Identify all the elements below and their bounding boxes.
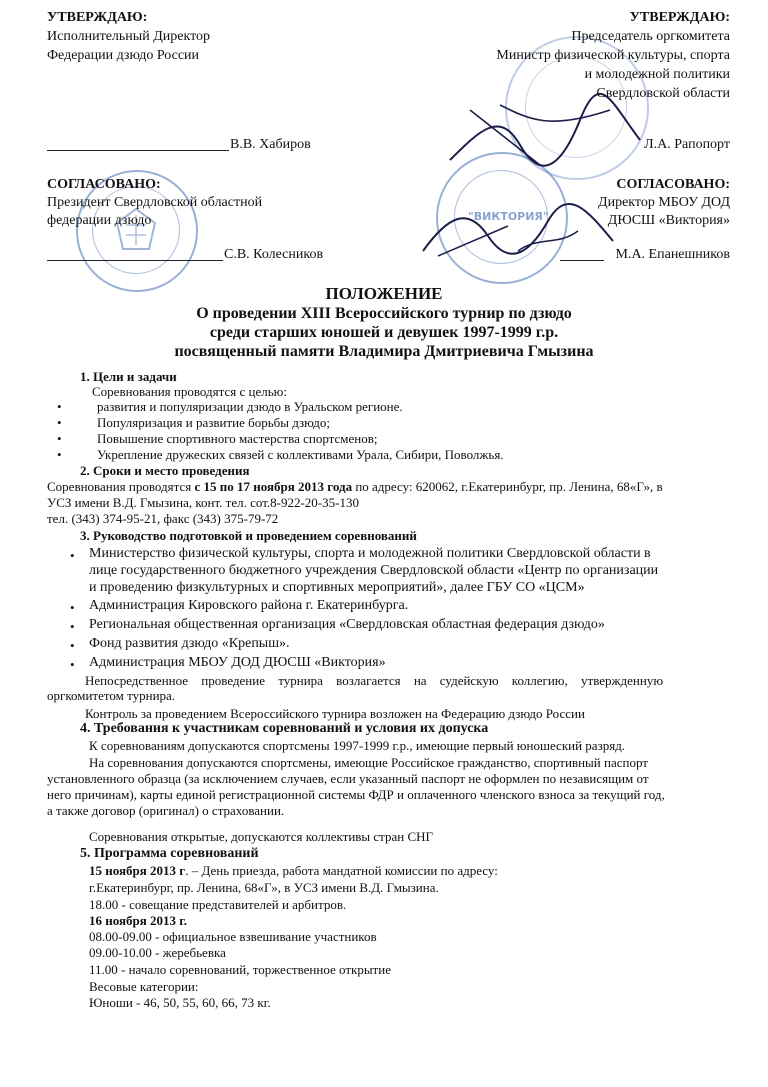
section3-item1-line1: Министерство физической культуры, спорта и молодежной политики Свердловской области в	[89, 546, 651, 561]
bullet-icon: •	[70, 657, 75, 672]
approval-right-heading: УТВЕРЖДАЮ:	[629, 10, 730, 25]
document-subtitle-line2: среди старших юношей и девушек 1997-1999 г.р.	[209, 324, 559, 341]
section5-day2-time3: 11.00 - начало соревнований, торжественное открытие	[89, 962, 391, 977]
signature-line-agreement-right	[560, 260, 604, 261]
document-subtitle-line3: посвященный памяти Владимира Дмитриевича Гмызина	[174, 343, 594, 360]
bullet-icon: •	[70, 548, 75, 563]
bullet-icon: •	[57, 399, 62, 414]
section1-item-4: Укрепление дружеских связей с коллективами Урала, Сибири, Поволжья.	[97, 447, 504, 462]
agreement-right-line1: Директор МБОУ ДОД	[598, 195, 730, 210]
approval-right-line1: Председатель оргкомитета	[571, 29, 730, 44]
section2-line1	[47, 479, 663, 494]
section5-day2-date: 16 ноября 2013 г.	[89, 913, 187, 928]
bullet-icon: •	[57, 447, 62, 462]
section2-text-prefix: Соревнования проводятся	[47, 479, 192, 494]
section2-line2: УСЗ имени В.Д. Гмызина, конт. тел. сот.8-922-20-35-130	[47, 495, 359, 510]
section5-day1	[89, 863, 498, 878]
section1-item-2: Популяризация и развитие борьбы дзюдо;	[97, 415, 330, 430]
section5-day1-date: 15 ноября 2013 г	[89, 863, 186, 878]
section1-item-1: развития и популяризации дзюдо в Уральском регионе.	[97, 399, 403, 414]
section5-weights-label: Весовые категории:	[89, 979, 199, 994]
bullet-icon: •	[70, 600, 75, 615]
signature-line-agreement-left	[47, 260, 223, 261]
approval-right-signer: Л.А. Рапопорт	[644, 137, 730, 152]
approval-left-heading: УТВЕРЖДАЮ:	[47, 10, 148, 25]
section5-day1-address: г.Екатеринбург, пр. Ленина, 68«Г», в УСЗ имени В.Д. Гмызина.	[89, 880, 439, 895]
stamp-center-text: "ВИКТОРИЯ"	[468, 210, 549, 223]
section4-para-line1: На соревнования допускаются спортсмены, имеющие Российское гражданство, спортивный паспорт	[89, 755, 648, 770]
section1-heading: 1. Цели и задачи	[80, 369, 177, 384]
section5-day2-time1: 08.00-09.00 - официальное взвешивание участников	[89, 929, 377, 944]
section4-para-line4: а также договор (оригинал) о страховании.	[47, 803, 285, 818]
agreement-left-line2: федерации дзюдо	[47, 213, 152, 228]
section3-item1-line3: и проведению физкультурных и спортивных мероприятий», далее ГБУ СО «ЦСМ»	[89, 580, 585, 595]
section5-day2-time2: 09.00-10.00 - жеребьевка	[89, 945, 226, 960]
section4-para-line2: установленного образца (за исключением случаев, если указанный паспорт не оформлен по независящим от	[47, 771, 649, 786]
section3-para1-line1: Непосредственное проведение турнира возлагается на судейскую коллегию, утвержденную	[85, 673, 664, 688]
signature-top-right	[440, 90, 660, 180]
section3-item1-line2: лице государственного бюджетного учреждения Свердловской области «Центр по организации	[89, 563, 659, 578]
section1-intro: Соревнования проводятся с целью:	[92, 384, 287, 399]
section3-item3: Региональная общественная организация «Свердловская областная федерация дзюдо»	[89, 617, 605, 632]
agreement-left-signer: С.В. Колесников	[224, 247, 324, 262]
section4-heading: 4. Требования к участникам соревнований и условия их допуска	[80, 721, 489, 736]
signature-line-left	[47, 150, 229, 151]
section5-heading: 5. Программа соревнований	[80, 846, 259, 861]
approval-right-line3: и молодежной политики	[584, 67, 730, 82]
section4-line1: К соревнованиям допускаются спортсмены 1997-1999 г.р., имеющие первый юношеский разряд.	[89, 738, 626, 753]
section3-para2: Контроль за проведением Всероссийского турнира возложен на Федерацию дзюдо России	[85, 706, 585, 721]
section1-item-3: Повышение спортивного мастерства спортсменов;	[97, 431, 378, 446]
approval-right-line2: Министр физической культуры, спорта	[496, 48, 730, 63]
bullet-icon: •	[57, 415, 62, 430]
approval-left-signer: В.В. Хабиров	[230, 137, 311, 152]
section3-heading: 3. Руководство подготовкой и проведением соревнований	[80, 528, 417, 543]
approval-left-line2: Федерации дзюдо России	[47, 48, 200, 63]
document-title: ПОЛОЖЕНИЕ	[325, 284, 443, 303]
approval-left-line1: Исполнительный Директор	[47, 29, 211, 44]
agreement-right-heading: СОГЛАСОВАНО:	[616, 177, 730, 192]
document-subtitle-line1: О проведении XIII Всероссийского турнир по дзюдо	[196, 305, 572, 322]
section5-day1-time: 18.00 - совещание представителей и арбитров.	[89, 897, 347, 912]
section4-para-line3: него причинам), карты единой регистрационной системы ФДР и оплаченного членского взноса за текущий год,	[47, 787, 665, 802]
approval-right-line4: Свердловской области	[596, 86, 730, 101]
signature-bottom-right	[418, 196, 618, 266]
section3-item2: Администрация Кировского района г. Екатеринбурга.	[89, 598, 409, 613]
section4-line-last: Соревнования открытые, допускаются коллективы стран СНГ	[89, 829, 434, 844]
section2-line3: тел. (343) 374-95-21, факс (343) 375-79-72	[47, 511, 279, 526]
agreement-left-line1: Президент Свердловской областной	[47, 195, 263, 210]
section3-item5: Администрация МБОУ ДОД ДЮСШ «Виктория»	[89, 655, 386, 670]
section5-weights-boys: Юноши - 46, 50, 55, 60, 66, 73 кг.	[89, 995, 271, 1010]
section2-text-suffix: по адресу: 620062, г.Екатеринбург, пр. Ленина, 68«Г», в	[355, 479, 663, 494]
section3-para1-line2: оргкомитетом турнира.	[47, 688, 176, 703]
agreement-left-heading: СОГЛАСОВАНО:	[47, 177, 161, 192]
section3-item4: Фонд развития дзюдо «Крепыш».	[89, 636, 290, 651]
bullet-icon: •	[57, 431, 62, 446]
bullet-icon: •	[70, 619, 75, 634]
section2-dates: с 15 по 17 ноября 2013 года	[194, 479, 353, 494]
section2-heading: 2. Сроки и место проведения	[80, 463, 250, 478]
section5-day1-text: . – День приезда, работа мандатной комиссии по адресу:	[185, 863, 498, 878]
agreement-right-signer: М.А. Епанешников	[615, 247, 730, 262]
agreement-right-line2: ДЮСШ «Виктория»	[607, 213, 730, 228]
bullet-icon: •	[70, 638, 75, 653]
